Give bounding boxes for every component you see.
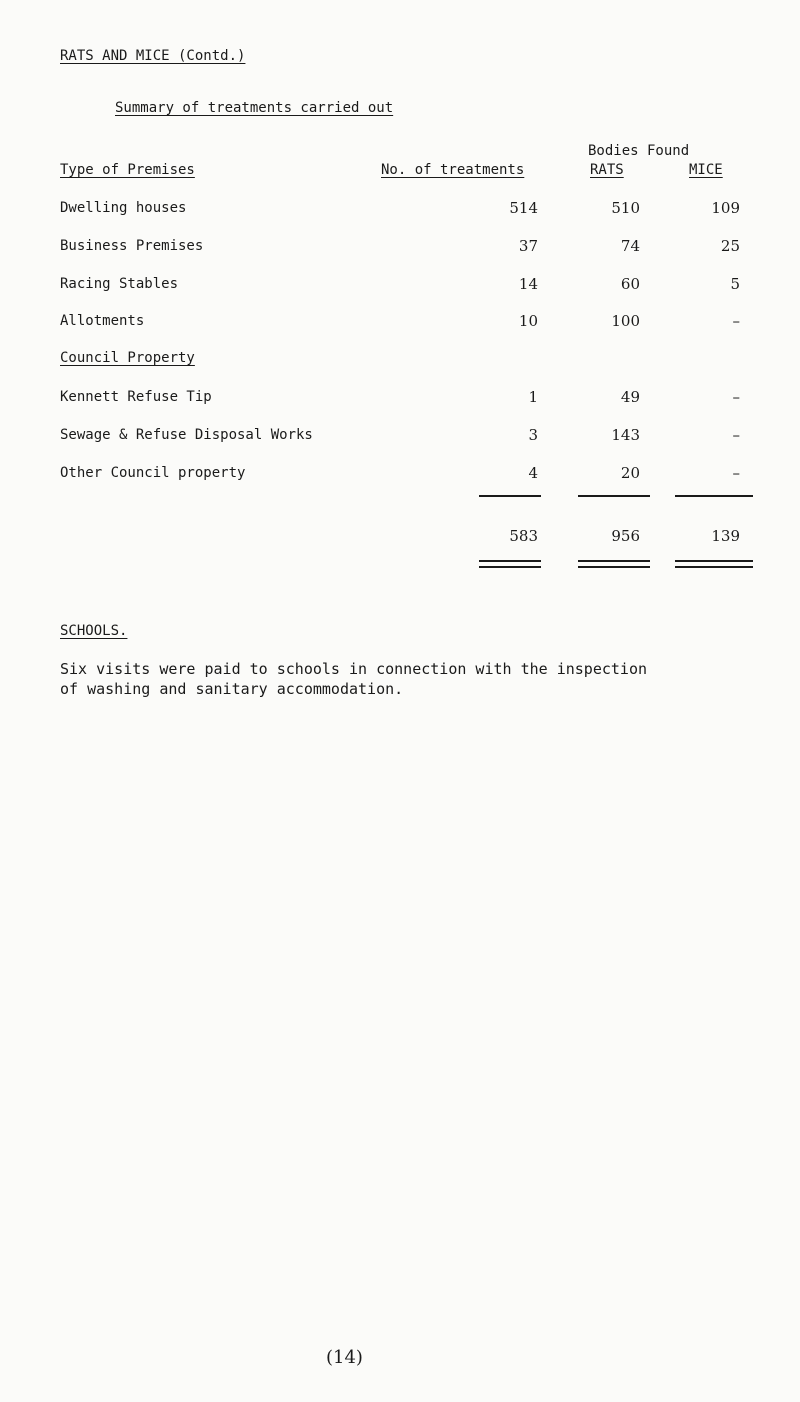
- row-label: Racing Stables: [60, 276, 179, 292]
- double-rule-rats-bottom: [578, 566, 650, 568]
- treatments-cell: 14: [518, 275, 538, 293]
- mice-header: MICE: [689, 162, 723, 178]
- treatments-cell: 1: [528, 388, 538, 406]
- mice-cell: –: [732, 426, 740, 444]
- council-property-label: Council Property: [60, 350, 195, 366]
- rats-cell: 49: [620, 388, 640, 406]
- rats-cell: 143: [611, 426, 640, 444]
- total-rats: 956: [611, 527, 640, 545]
- schools-text-line-1: Six visits were paid to schools in connection with the inspection: [60, 660, 647, 678]
- page-heading: RATS AND MICE (Contd.): [60, 48, 246, 64]
- treatments-cell: 10: [518, 312, 538, 330]
- row-label: Dwelling houses: [60, 200, 187, 216]
- row-label: Allotments: [60, 313, 145, 329]
- row-label: Business Premises: [60, 238, 204, 254]
- double-rule-rats-top: [578, 560, 650, 562]
- schools-text-line-2: of washing and sanitary accommodation.: [60, 680, 404, 698]
- double-rule-treatments-top: [479, 560, 541, 562]
- double-rule-mice-bottom: [675, 566, 753, 568]
- mice-cell: –: [732, 464, 740, 482]
- mice-cell: –: [732, 388, 740, 406]
- total-rule-rats: [578, 495, 650, 497]
- rats-cell: 510: [611, 199, 640, 217]
- mice-cell: –: [732, 312, 740, 330]
- treatments-cell: 4: [528, 464, 538, 482]
- type-of-premises-header: Type of Premises: [60, 162, 195, 178]
- bodies-found-header: Bodies Found: [588, 143, 690, 159]
- rats-header: RATS: [590, 162, 624, 178]
- total-rule-treatments: [479, 495, 541, 497]
- total-mice: 139: [711, 527, 740, 545]
- page-number: (14): [326, 1347, 363, 1368]
- treatments-cell: 3: [528, 426, 538, 444]
- row-label: Kennett Refuse Tip: [60, 389, 212, 405]
- treatments-header: No. of treatments: [381, 162, 525, 178]
- rats-cell: 60: [620, 275, 640, 293]
- row-label: Other Council property: [60, 465, 246, 481]
- treatments-cell: 514: [509, 199, 538, 217]
- total-treatments: 583: [509, 527, 538, 545]
- rats-cell: 74: [620, 237, 640, 255]
- mice-cell: 25: [720, 237, 740, 255]
- row-label: Sewage & Refuse Disposal Works: [60, 427, 313, 443]
- mice-cell: 109: [711, 199, 740, 217]
- treatments-cell: 37: [518, 237, 538, 255]
- total-rule-mice: [675, 495, 753, 497]
- rats-cell: 100: [611, 312, 640, 330]
- rats-cell: 20: [620, 464, 640, 482]
- mice-cell: 5: [730, 275, 740, 293]
- page-subheading: Summary of treatments carried out: [115, 100, 394, 116]
- double-rule-treatments-bottom: [479, 566, 541, 568]
- double-rule-mice-top: [675, 560, 753, 562]
- schools-heading: SCHOOLS.: [60, 623, 128, 639]
